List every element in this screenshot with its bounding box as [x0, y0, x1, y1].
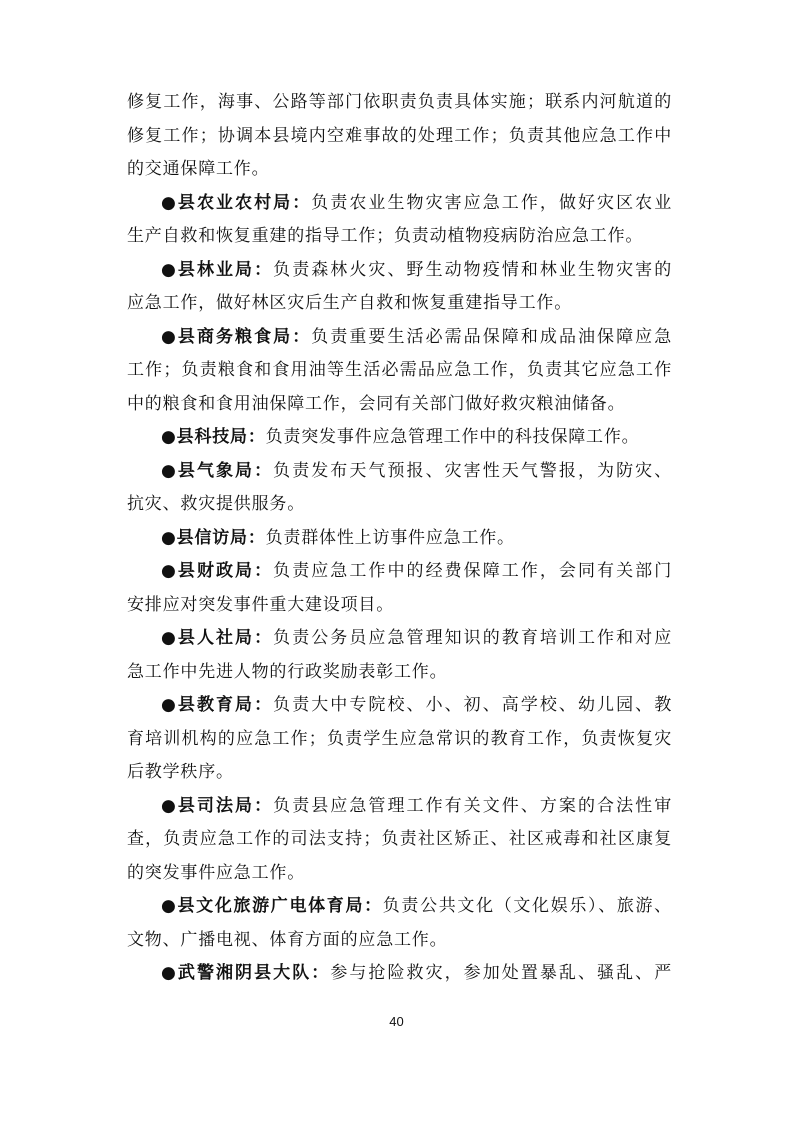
item-first-line [127, 790, 672, 824]
item-meteorology [127, 455, 672, 522]
item-first-line [127, 622, 672, 656]
item-head: 县林业局： [177, 259, 274, 280]
item-human-resources [127, 622, 672, 689]
item-head: 县人社局： [177, 628, 274, 648]
item-first-line [127, 455, 672, 489]
item-commerce-grain [127, 321, 672, 422]
item-head: 武警湘阴县大队： [177, 963, 331, 983]
item-first-line [127, 254, 672, 288]
text-line: 的突发事件应急工作。 [127, 862, 305, 883]
item-head: 县农业农村局： [177, 192, 312, 213]
item-text: 负责农业生物灾害应急工作，做好灾区农业 [311, 192, 672, 213]
bullet-icon: ● [161, 628, 178, 648]
item-head: 县气象局： [177, 460, 274, 481]
bullet-icon: ● [161, 695, 178, 715]
item-text: 负责应急工作中的经费保障工作，会同有关部门 [273, 561, 672, 581]
item-head: 县司法局： [177, 795, 274, 816]
text-line: 文物、广播电视、体育方面的应急工作。 [127, 929, 448, 950]
item-text: 负责公共文化（文化娱乐）、旅游、 [382, 896, 672, 916]
document-body [127, 86, 672, 991]
item-text: 负责突发事件应急管理工作中的科技保障工作。 [265, 427, 640, 447]
text-line: 安排应对突发事件重大建设项目。 [127, 594, 394, 615]
item-head: 县科技局： [176, 427, 266, 447]
text-line: 修复工作；协调本县境内空难事故的处理工作；负责其他应急工作中 [127, 125, 672, 146]
text-line: 后教学秩序。 [127, 762, 234, 782]
item-first-line [127, 957, 672, 991]
item-armed-police [127, 957, 672, 991]
bullet-icon: ● [161, 326, 178, 347]
intro-paragraph [127, 86, 672, 187]
item-petition [127, 522, 672, 556]
item-science [127, 421, 672, 455]
bullet-icon: ● [161, 963, 178, 983]
text-line: 查，负责应急工作的司法支持；负责社区矫正、社区戒毒和社区康复 [127, 829, 672, 849]
item-first-line [127, 321, 672, 355]
item-forestry [127, 254, 672, 321]
item-text: 负责县应急管理工作有关文件、方案的合法性审 [273, 795, 672, 816]
item-text: 负责公务员应急管理知识的教育培训工作和对应 [273, 628, 672, 648]
text-line: 的交通保障工作。 [127, 159, 270, 179]
text-line: 抗灾、救灾提供服务。 [127, 494, 305, 514]
item-first-line [127, 522, 672, 556]
bullet-icon: ● [161, 527, 177, 548]
item-justice [127, 790, 672, 891]
bullet-icon: ● [161, 795, 178, 816]
bullet-icon: ● [161, 460, 178, 481]
bullet-icon: ● [161, 427, 177, 447]
item-head: 县文化旅游广电体育局： [177, 896, 383, 916]
page-number: 40 [389, 1014, 404, 1029]
text-line: 中的粮食和食用油保障工作，会同有关部门做好救灾粮油储备。 [127, 393, 626, 414]
item-first-line [127, 421, 672, 455]
item-first-line [127, 187, 672, 221]
item-head: 县商务粮食局： [177, 326, 312, 347]
item-text: 负责大中专院校、小、初、高学校、幼儿园、教 [273, 695, 672, 715]
item-agriculture [127, 187, 672, 254]
text-line: 应急工作，做好林区灾后生产自救和恢复重建指导工作。 [127, 293, 572, 313]
text-line: 生产自救和恢复重建的指导工作；负责动植物疫病防治应急工作。 [127, 226, 644, 246]
item-first-line [127, 890, 672, 924]
bullet-icon: ● [161, 896, 178, 916]
text-line: 急工作中先进人物的行政奖励表彰工作。 [127, 661, 448, 682]
item-text: 参与抢险救灾，参加处置暴乱、骚乱、严 [330, 963, 672, 983]
bullet-icon: ● [161, 192, 178, 213]
item-text: 负责森林火灾、野生动物疫情和林业生物灾害的 [273, 259, 672, 280]
text-line: 修复工作，海事、公路等部门依职责负责具体实施；联系内河航道的 [127, 92, 672, 112]
item-education [127, 689, 672, 790]
item-head: 县信访局： [176, 527, 266, 548]
item-culture-tourism [127, 890, 672, 957]
text-line: 育培训机构的应急工作；负责学生应急常识的教育工作，负责恢复灾 [127, 728, 672, 749]
item-head: 县教育局： [177, 695, 274, 715]
item-first-line [127, 689, 672, 723]
item-head: 县财政局： [177, 561, 274, 581]
item-finance [127, 555, 672, 622]
bullet-icon: ● [161, 259, 178, 280]
item-text: 负责群体性上访事件应急工作。 [265, 527, 515, 548]
text-line: 工作；负责粮食和食用油等生活必需品应急工作，负责其它应急工作 [127, 360, 672, 380]
item-text: 负责发布天气预报、灾害性天气警报，为防灾、 [273, 460, 672, 481]
item-text: 负责重要生活必需品保障和成品油保障应急 [311, 326, 672, 347]
item-first-line [127, 555, 672, 589]
bullet-icon: ● [161, 561, 178, 581]
